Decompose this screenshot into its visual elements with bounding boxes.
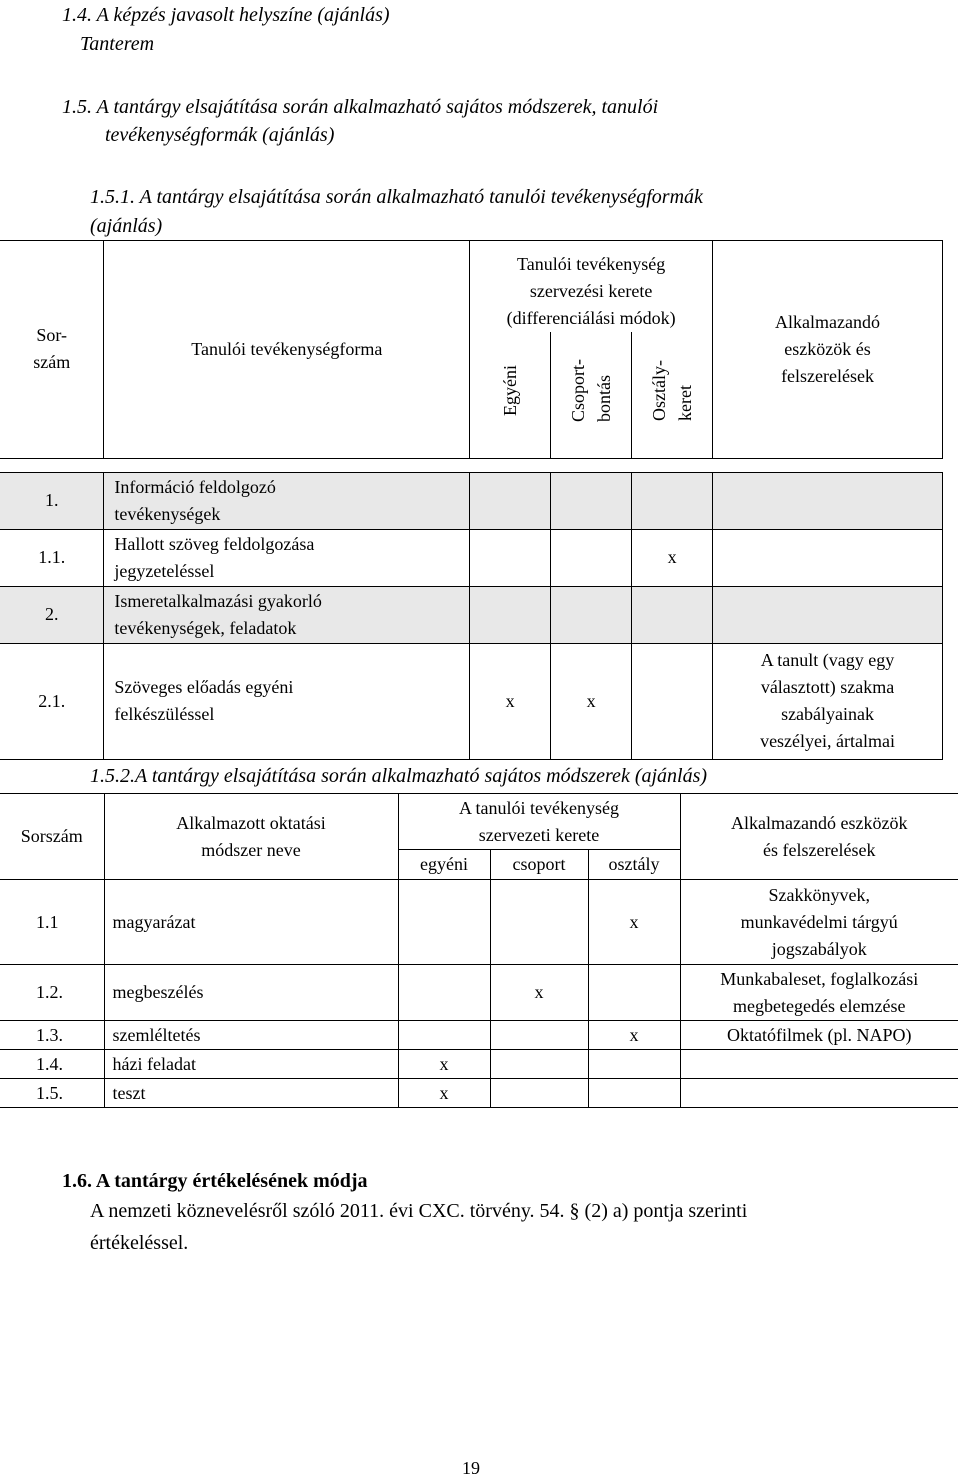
table-row: 1.2. megbeszélés x Munkabaleset, foglalkozási megbetegedés elemzése <box>0 965 958 1021</box>
header-sorszam-2: Sorszám <box>0 794 104 880</box>
section-heading-1-5-line1: 1.5. A tantárgy elsajátítása során alkalmazható sajátos módszerek, tanulói <box>62 96 659 118</box>
table-row: 1.3. szemléltetés x Oktatófilmek (pl. NAPO) <box>0 1021 958 1050</box>
table-row: 1.1 magyarázat x Szakkönyvek, munkavédelmi tárgyú jogszabályok <box>0 880 958 965</box>
section-text-1-6-line2: értékeléssel. <box>90 1232 189 1254</box>
section-heading-1-5-1-line1: 1.5.1. A tantárgy elsajátítása során alkalmazható tanulói tevékenységformák <box>90 186 703 208</box>
section-text-1-6-line1: A nemzeti köznevelésről szóló 2011. évi CXC. törvény. 54. § (2) a) pontja szerinti <box>90 1200 748 1222</box>
header-egyeni: Egyéni <box>470 332 551 458</box>
section-value-1-4: Tanterem <box>80 33 155 55</box>
table-row: 1.1. Hallott szöveg feldolgozása jegyzeteléssel x <box>0 529 943 586</box>
section-heading-1-4: 1.4. A képzés javasolt helyszíne (ajánlás) <box>62 4 390 26</box>
header-osztaly-2: osztály <box>588 850 680 880</box>
header-modszer: Alkalmazott oktatási módszer neve <box>104 794 398 880</box>
methods-table <box>0 793 958 1108</box>
header-keret-2: A tanulói tevékenység szervezeti kerete <box>398 794 680 850</box>
header-egyeni-2: egyéni <box>398 850 490 880</box>
header-keret: Tanulói tevékenység szervezési kerete (differenciálási módok) <box>470 241 713 333</box>
table-row: 1.5. teszt x <box>0 1079 958 1108</box>
header-eszkozok: Alkalmazandó eszközök és felszerelések <box>713 241 943 459</box>
header-csoport: Csoport- bontás <box>551 332 632 458</box>
page-number: 19 <box>462 1458 480 1478</box>
header-forma: Tanulói tevékenységforma <box>104 241 470 459</box>
section-heading-1-6: 1.6. A tantárgy értékelésének módja <box>62 1170 368 1192</box>
table-row: 1.4. házi feladat x <box>0 1050 958 1079</box>
activity-forms-table <box>0 240 943 760</box>
table-row: 2. Ismeretalkalmazási gyakorló tevékenységek, feladatok <box>0 586 943 643</box>
header-sorszam: Sor- szám <box>0 241 104 459</box>
header-eszkozok-2: Alkalmazandó eszközök és felszerelések <box>680 794 958 880</box>
table-row: 1. Információ feldolgozó tevékenységek <box>0 472 943 529</box>
section-heading-1-5-2: 1.5.2.A tantárgy elsajátítása során alkalmazható sajátos módszerek (ajánlás) <box>90 765 708 787</box>
header-csoport-2: csoport <box>490 850 588 880</box>
section-heading-1-5-1-line2: (ajánlás) <box>90 215 163 237</box>
header-osztaly: Osztály- keret <box>632 332 713 458</box>
table-row: 2.1. Szöveges előadás egyéni felkészüléssel x x A tanult (vagy egy választott) szakma szabályainak veszélyei, ártalmai <box>0 643 943 759</box>
section-heading-1-5-line2: tevékenységformák (ajánlás) <box>105 124 335 146</box>
